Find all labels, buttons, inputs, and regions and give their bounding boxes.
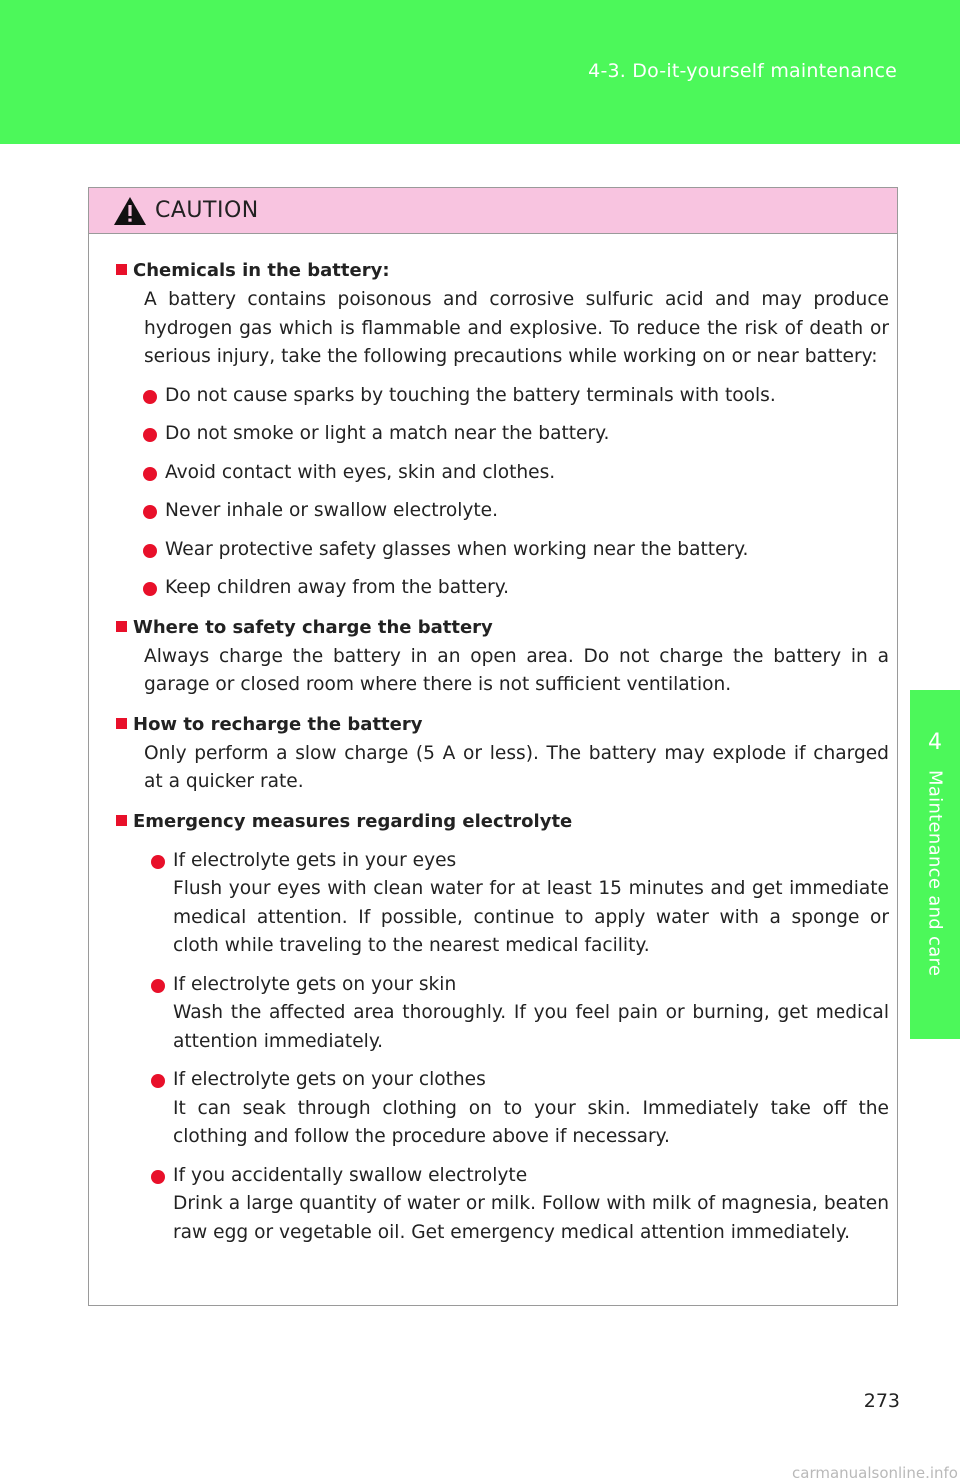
chapter-number: 4 [928,730,942,755]
section-text: Always charge the battery in an open area. Do not charge the battery in a garage or closed room where there is not sufficient ventilation. [144,645,889,695]
page-number: 273 [863,1390,900,1412]
round-bullet-icon [143,505,157,519]
square-bullet-icon [116,621,127,632]
bullet-item: Do not smoke or light a match near the battery. [116,420,889,449]
bullet-item: Avoid contact with eyes, skin and clothes. [116,459,889,488]
caution-body [89,234,897,1247]
square-bullet-icon [116,264,127,275]
emergency-item: If electrolyte gets on your clothes It can seak through clothing on to your skin. Immediately take off the clothing and follow the procedure above if necessary. [116,1066,889,1152]
emergency-item: If electrolyte gets in your eyes Flush your eyes with clean water for at least 15 minutes and get immediate medical attention. If possible, continue to apply water with a sponge or cloth while traveling to the nearest medical facility. [116,847,889,961]
round-bullet-icon [143,544,157,558]
section-heading: Emergency measures regarding electrolyte [116,807,889,837]
section-text: Only perform a slow charge (5 A or less). The battery may explode if charged at a quicker rate. [144,742,889,792]
round-bullet-icon [151,855,165,869]
header-band [0,0,960,144]
warning-triangle-icon [113,196,147,226]
chapter-label: Maintenance and care [924,770,946,977]
caution-header [89,188,897,234]
round-bullet-icon [143,582,157,596]
section-heading: Chemicals in the battery: [116,256,889,286]
bullet-item: Keep children away from the battery. [116,574,889,603]
bullet-item: Wear protective safety glasses when working near the battery. [116,536,889,565]
section-title: 4-3. Do-it-yourself maintenance [588,60,897,82]
round-bullet-icon [151,979,165,993]
round-bullet-icon [151,1170,165,1184]
square-bullet-icon [116,815,127,826]
bullet-item: Never inhale or swallow electrolyte. [116,497,889,526]
round-bullet-icon [151,1074,165,1088]
section-text: A battery contains poisonous and corrosive sulfuric acid and may produce hydrogen gas which is flammable and explosive. To reduce the risk of death or serious injury, take the following precautions while working on or near battery: [144,289,889,367]
chapter-side-tab [910,690,960,1039]
section-heading: Where to safety charge the battery [116,613,889,643]
emergency-item: If you accidentally swallow electrolyte Drink a large quantity of water or milk. Follow with milk of magnesia, beaten raw egg or vegetable oil. Get emergency medical attention immediately. [116,1162,889,1248]
caution-box [88,187,898,1306]
emergency-item: If electrolyte gets on your skin Wash the affected area thoroughly. If you feel pain or burning, get medical attention immediately. [116,971,889,1057]
caution-label: CAUTION [155,198,259,223]
watermark: carmanualsonline.info [792,1464,958,1482]
square-bullet-icon [116,718,127,729]
bullet-item: Do not cause sparks by touching the battery terminals with tools. [116,382,889,411]
round-bullet-icon [143,428,157,442]
round-bullet-icon [143,467,157,481]
round-bullet-icon [143,390,157,404]
section-heading: How to recharge the battery [116,710,889,740]
